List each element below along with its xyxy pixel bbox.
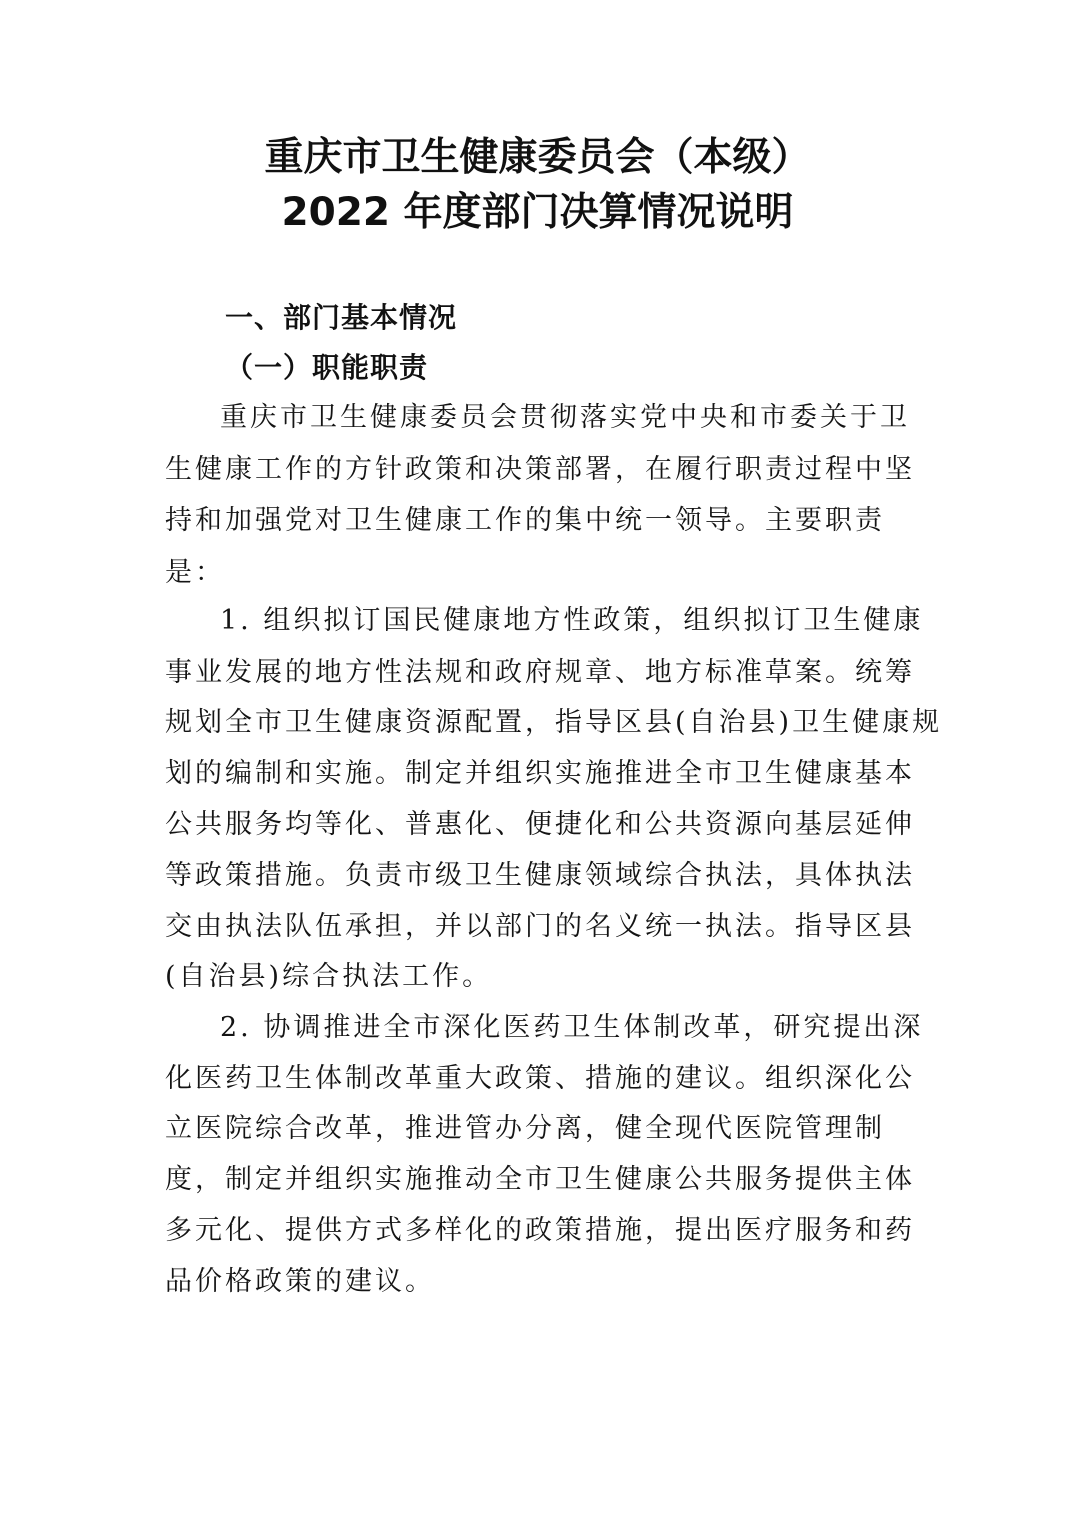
document-title-line-2: 2022 年度部门决算情况说明 (281, 190, 794, 235)
paragraph-line: 化医药卫生体制改革重大政策、措施的建议。组织深化公 (165, 1063, 915, 1094)
paragraph-line: 事业发展的地方性法规和政府规章、地方标准草案。统筹 (165, 657, 915, 688)
paragraph-line: 重庆市卫生健康委员会贯彻落实党中央和市委关于卫 (220, 402, 910, 433)
paragraph-line: 品价格政策的建议。 (165, 1266, 435, 1297)
paragraph-line: (自治县)综合执法工作。 (165, 961, 493, 992)
paragraph-line: 持和加强党对卫生健康工作的集中统一领导。主要职责 (165, 505, 885, 536)
paragraph-line: 多元化、提供方式多样化的政策措施，提出医疗服务和药 (165, 1215, 915, 1246)
paragraph-line: 生健康工作的方针政策和决策部署，在履行职责过程中坚 (165, 454, 915, 485)
paragraph-line: 等政策措施。负责市级卫生健康领域综合执法，具体执法 (165, 860, 915, 891)
paragraph-line: 公共服务均等化、普惠化、便捷化和公共资源向基层延伸 (165, 809, 915, 840)
paragraph-line: 规划全市卫生健康资源配置，指导区县(自治县)卫生健康规 (165, 707, 943, 738)
document-title-line-1: 重庆市卫生健康委员会（本级） (264, 135, 811, 180)
paragraph-line: 1. 组织拟订国民健康地方性政策，组织拟订卫生健康 (220, 605, 924, 636)
paragraph-line: 度，制定并组织实施推动全市卫生健康公共服务提供主体 (165, 1164, 915, 1195)
subsection-heading: （一）职能职责 (225, 351, 429, 384)
paragraph-line: 交由执法队伍承担，并以部门的名义统一执法。指导区县 (165, 911, 915, 942)
paragraph-line: 是： (165, 557, 225, 588)
paragraph-line: 立医院综合改革，推进管办分离，健全现代医院管理制 (165, 1113, 885, 1144)
paragraph-line: 2. 协调推进全市深化医药卫生体制改革，研究提出深 (220, 1012, 924, 1043)
section-heading: 一、部门基本情况 (225, 301, 458, 334)
paragraph-line: 划的编制和实施。制定并组织实施推进全市卫生健康基本 (165, 758, 915, 789)
